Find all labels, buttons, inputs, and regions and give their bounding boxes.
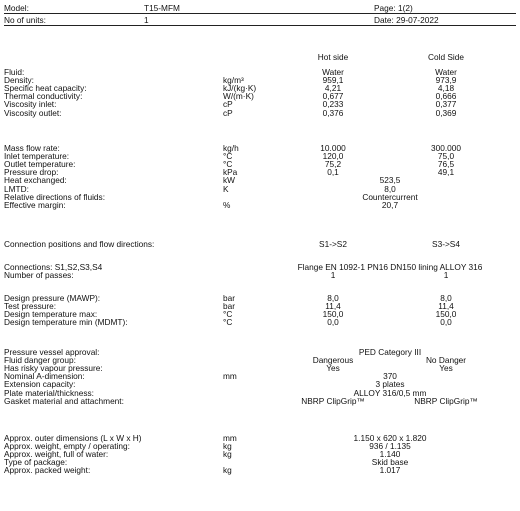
row-value-cold: S3->S4 (432, 239, 460, 249)
row-label: Fluid: (4, 67, 25, 77)
row-value-cold: 0,377 (435, 99, 457, 110)
row-value-hot: 150,0 (322, 309, 344, 320)
row-label: Approx. outer dimensions (L x W x H) (4, 433, 142, 443)
row-value-hot: 11,4 (325, 301, 341, 312)
row-value-combined: 20,7 (381, 199, 399, 210)
row-value-combined: 3 plates (375, 379, 405, 390)
row-unit: kW (223, 175, 235, 186)
row-value-combined: Countercurrent (362, 191, 418, 202)
row-value-hot: 10.000 (320, 143, 346, 153)
row-label: Design temperature max: (4, 309, 98, 320)
row-unit: kg/m³ (223, 75, 244, 86)
row-label: Connections: S1,S2,S3,S4 (4, 262, 103, 272)
row-value-combined: 1.140 (379, 449, 401, 460)
row-label: Gasket material and attachment: (4, 395, 124, 406)
row-value-hot: 75,2 (324, 159, 342, 170)
row-label: Viscosity outlet: (4, 107, 62, 118)
row-value-hot: 0,1 (327, 167, 339, 178)
row-label: Fluid danger group: (4, 355, 76, 366)
row-label: Relative directions of fluids: (4, 191, 105, 202)
header-divider-bottom (4, 25, 516, 26)
row-label: Pressure drop: (4, 167, 59, 178)
row-value-cold: 150,0 (435, 309, 457, 320)
row-label: Design temperature min (MDMT): (4, 317, 128, 328)
row-value-combined: 8,0 (384, 183, 396, 194)
row-value-combined: Flange EN 1092-1 PN16 DN150 lining ALLOY 316 (297, 262, 483, 272)
row-value-cold: Yes (439, 363, 453, 374)
row-label: LMTD: (4, 183, 29, 194)
row-value-hot: 0,233 (322, 99, 344, 110)
row-value-cold: No Danger (425, 355, 467, 366)
row-unit: W/(m·K) (223, 91, 254, 102)
page-number: Page: 1(2) (374, 3, 413, 13)
row-value-hot: 0,0 (327, 317, 339, 328)
row-value-hot: 0,376 (322, 107, 344, 118)
row-unit: cP (223, 107, 233, 118)
units-value: 1 (144, 15, 149, 25)
row-value-hot: S1->S2 (319, 239, 347, 249)
model-value: T15-MFM (144, 3, 180, 13)
row-unit: °C (223, 317, 233, 328)
row-value-cold: 76,5 (437, 159, 455, 170)
row-value-cold: 0,666 (435, 91, 457, 102)
row-label: Viscosity inlet: (4, 99, 57, 110)
row-unit: °C (223, 309, 233, 320)
row-value-cold: 300.000 (431, 143, 461, 153)
row-label: Pressure vessel approval: (4, 347, 100, 357)
row-label: Inlet temperature: (4, 151, 70, 162)
row-value-combined: ALLOY 316/0,5 mm (353, 387, 427, 398)
row-label: Nominal A-dimension: (4, 371, 85, 382)
row-value-cold: 4,18 (437, 83, 455, 94)
row-value-cold: 0,0 (440, 317, 452, 328)
row-unit: °C (223, 159, 233, 170)
hot-side-heading: Hot side (317, 52, 349, 62)
row-value-cold: NBRP ClipGrip™ (414, 395, 478, 406)
row-label: Density: (4, 75, 34, 86)
row-label: Has risky vapour pressure: (4, 363, 103, 374)
row-label: Heat exchanged: (4, 175, 67, 186)
units-label: No of units: (4, 15, 46, 25)
header-divider-top (4, 13, 516, 14)
row-label: Specific heat capacity: (4, 83, 87, 94)
row-label: Mass flow rate: (4, 143, 60, 153)
row-unit: K (223, 183, 229, 194)
row-value-hot: 120,0 (322, 151, 344, 162)
row-label: Extension capacity: (4, 379, 76, 390)
row-value-cold: 0,369 (435, 107, 457, 118)
row-value-cold: 1 (443, 270, 449, 281)
row-unit: kg (223, 449, 232, 460)
row-value-cold: 75,0 (437, 151, 455, 162)
row-unit: kg (223, 465, 232, 476)
row-value-cold: 49,1 (437, 167, 455, 178)
row-value-combined: 936 / 1.135 (369, 441, 411, 452)
row-value-combined: 523,5 (379, 175, 401, 186)
row-unit: % (223, 199, 231, 210)
row-value-hot: NBRP ClipGrip™ (301, 395, 365, 406)
row-value-hot: 0,677 (322, 91, 344, 102)
row-value-cold: 973,9 (435, 75, 457, 86)
row-unit: kg/h (223, 143, 239, 153)
row-unit: mm (223, 371, 237, 382)
row-value-cold: 11,4 (438, 301, 454, 312)
row-unit: kg (223, 441, 232, 452)
row-label: Type of package: (4, 457, 68, 468)
row-value-combined: 1.017 (379, 465, 401, 476)
row-value-hot: 959,1 (322, 75, 344, 86)
row-value-combined: 1.150 x 620 x 1.820 (353, 433, 427, 443)
row-value-hot: Yes (326, 363, 340, 374)
row-value-hot: Dangerous (312, 355, 354, 366)
row-unit: mm (223, 433, 237, 443)
row-label: Number of passes: (4, 270, 74, 281)
row-label: Design pressure (MAWP): (4, 293, 101, 303)
row-unit: kPa (223, 167, 238, 178)
row-value-hot: 8,0 (327, 293, 339, 303)
row-value-cold: 8,0 (440, 293, 452, 303)
row-label: Approx. weight, empty / operating: (4, 441, 130, 452)
row-unit: cP (223, 99, 233, 110)
row-unit: bar (223, 301, 235, 312)
row-unit: °C (223, 151, 233, 162)
row-unit: bar (223, 293, 235, 303)
row-value-hot: Water (322, 67, 344, 77)
row-label: Plate material/thickness: (4, 387, 94, 398)
row-label: Connection positions and flow directions: (4, 239, 155, 249)
model-label: Model: (4, 3, 29, 13)
row-label: Effective margin: (4, 199, 66, 210)
row-value-combined: 370 (383, 371, 397, 382)
row-value-combined: PED Category III (358, 347, 422, 357)
row-label: Approx. weight, full of water: (4, 449, 109, 460)
row-label: Thermal conductivity: (4, 91, 83, 102)
cold-side-heading: Cold Side (428, 52, 464, 62)
row-label: Test pressure: (4, 301, 57, 312)
row-value-hot: 4,21 (324, 83, 342, 94)
row-unit: kJ/(kg·K) (223, 83, 257, 94)
row-value-combined: Skid base (371, 457, 409, 468)
row-value-cold: Water (435, 67, 457, 77)
date-text: Date: 29-07-2022 (374, 15, 439, 25)
row-label: Approx. packed weight: (4, 465, 91, 476)
row-label: Outlet temperature: (4, 159, 76, 170)
row-value-hot: 1 (330, 270, 336, 281)
